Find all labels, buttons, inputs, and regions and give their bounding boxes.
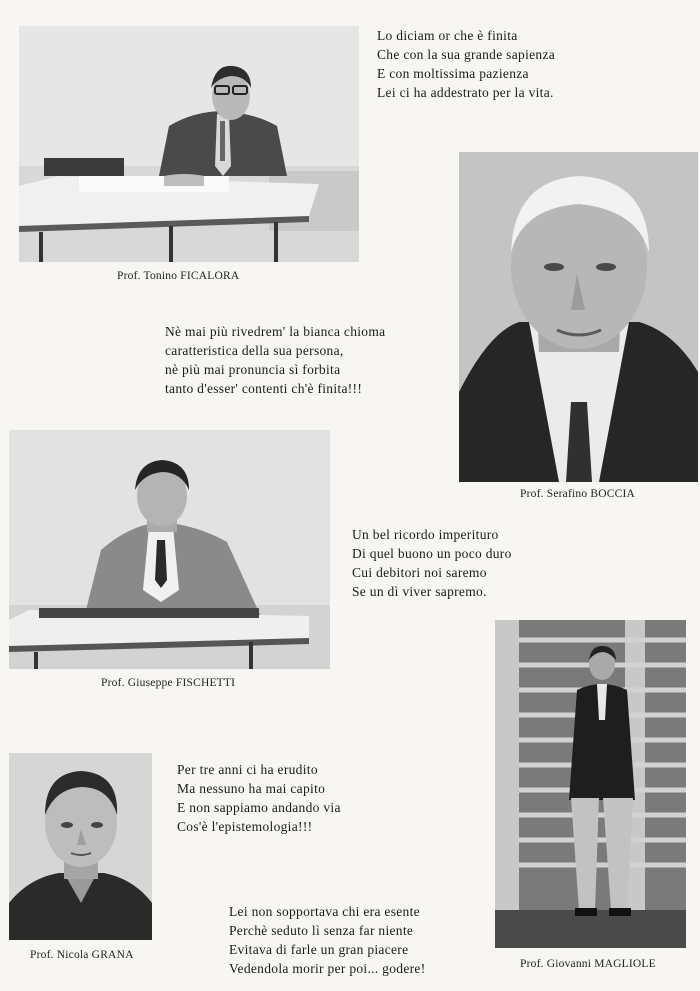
photo-grana [9,753,152,940]
poem-line: Nè mai più rivedrem' la bianca chioma [165,324,386,339]
poem-line: Lei non sopportava chi era esente [229,904,420,919]
poem-line: Se un dì viver sapremo. [352,584,487,599]
poem-magliole [229,902,426,978]
poem-line: nè più mai pronuncia sì forbita [165,362,341,377]
photo-fischetti [9,430,330,669]
poem-line: Di quel buono un poco duro [352,546,512,561]
photo-magliole [495,620,686,948]
poem-ficalora [377,26,555,102]
caption-boccia: Prof. Serafino BOCCIA [520,488,636,500]
photo-boccia [459,152,698,482]
poem-line: Lo diciam or che è finita [377,28,518,43]
poem-line: Lei ci ha addestrato per la vita. [377,85,554,100]
poem-line: Evitava di farle un gran piacere [229,942,409,957]
caption-fischetti: Prof. Giuseppe FISCHETTI [101,677,236,689]
poem-line: E non sappiamo andando via [177,800,341,815]
caption-ficalora: Prof. Tonino FICALORA [117,270,240,282]
poem-line: Cos'è l'epistemologia!!! [177,819,313,834]
poem-line: Perchè seduto lì senza far niente [229,923,414,938]
poem-line: Ma nessuno ha mai capito [177,781,326,796]
poem-line: Cui debitori noi saremo [352,565,487,580]
photo-ficalora [19,26,359,262]
portrait-magliole-image [495,620,686,948]
poem-line: Vedendola morir per poi... godere! [229,961,426,976]
portrait-fischetti-image [9,430,330,669]
poem-fischetti [352,525,512,601]
poem-line: caratteristica della sua persona, [165,343,344,358]
poem-grana [177,760,341,836]
portrait-ficalora-image [19,26,359,262]
portrait-boccia-image [459,152,698,482]
poem-line: Che con la sua grande sapienza [377,47,556,62]
poem-line: tanto d'esser' contenti ch'è finita!!! [165,381,363,396]
caption-magliole: Prof. Giovanni MAGLIOLE [520,958,656,970]
poem-boccia [165,322,385,398]
caption-grana: Prof. Nicola GRANA [30,949,134,961]
portrait-grana-image [9,753,152,940]
poem-line: Per tre anni ci ha erudito [177,762,318,777]
poem-line: Un bel ricordo imperituro [352,527,499,542]
poem-line: E con moltissima pazienza [377,66,529,81]
